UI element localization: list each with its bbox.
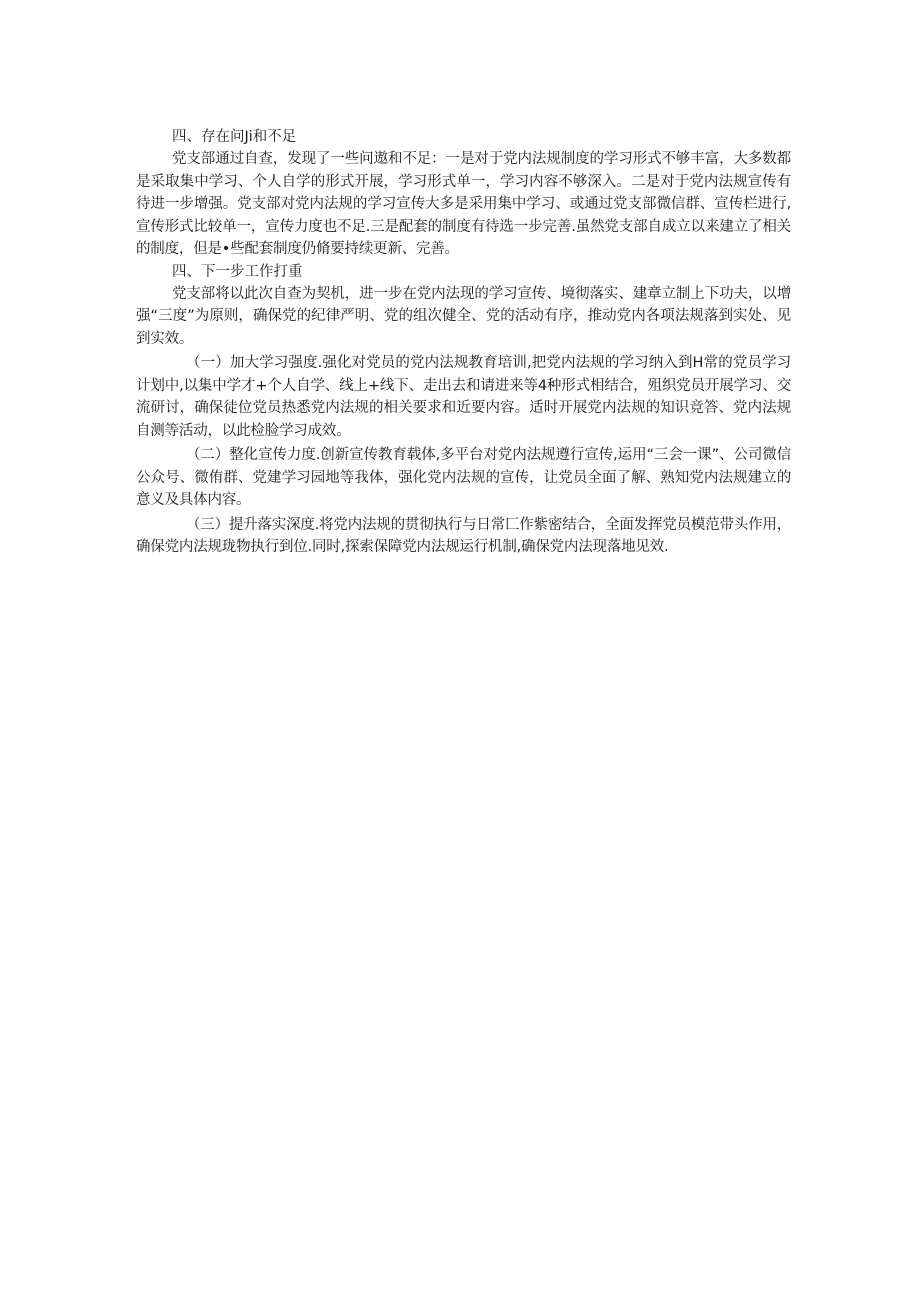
document-page [136, 126, 791, 559]
next-steps-paragraph: 党支部将以此次自查为契机，进一步在党内法现的学习宣传、境彻落实、建章立制上下功夫，以增强“三度”为原则，确保党的纪律严明、党的组次健全、党的活动有序，推动党内各项法规落到实处、见到实效。 [136, 285, 791, 347]
section-heading-next-steps: 四、下一步工作打重 [172, 263, 303, 280]
section-heading-problems: 四、存在问Ji和不足 [172, 129, 297, 145]
problems-paragraph: 党支部通过自查，发现了一些问遨和不足：一是对于党内法规制度的学习形式不够丰富，大多数都是采取集中学习、个人自学的形式开展，学习形式单一，学习内容不够深入。二是对于党内法规宣传有待进一步增强。党支部对党内法规的学习宣传大多是采用集中学习、或通过党支部微信群、宣传栏进行,宣传形式比较单一，宣传力度也不足.三是配套的制度有待选一步完善.虽然党支部自成立以来建立了相关的制度，但是•些配套制度仍脩要持续更新、完善。 [136, 151, 791, 257]
next-steps-item-3: （三）提升落实深度.将党内法规的贯彻执行与日常匚作紫密结合，全面发挥党员模范带头作用，确保党内法规珑物执行到位.同时,探索保障党内法规运行机制,确保党内法现落地见效. [136, 516, 792, 555]
next-steps-item-1: （一）加大学习强度.强化对党员的党内法规教育培训,把党内法规的学习纳入到H常的党员学习计划中,以集中学才+个人自学、线上+线下、走出去和请进来等4种形式相结合，殂织党员开展学习、交流研讨，确保徒位党员热悉党内法规的相关要求和近要内容。适时开展党内法规的知识竞答、党内法规自测等活动，以此检脸学习成效。 [136, 355, 791, 439]
next-steps-item-2: （二）整化宣传力度.创新宣传教育载体,多平台对党内法规遵行宣传,运用“三会一课”、公司微信公众号、微侑群、党建学习园地等我体，强化党内法规的宣传，让党员全面了解、熟知党内法规建立的意义及具体内容。 [136, 447, 791, 508]
